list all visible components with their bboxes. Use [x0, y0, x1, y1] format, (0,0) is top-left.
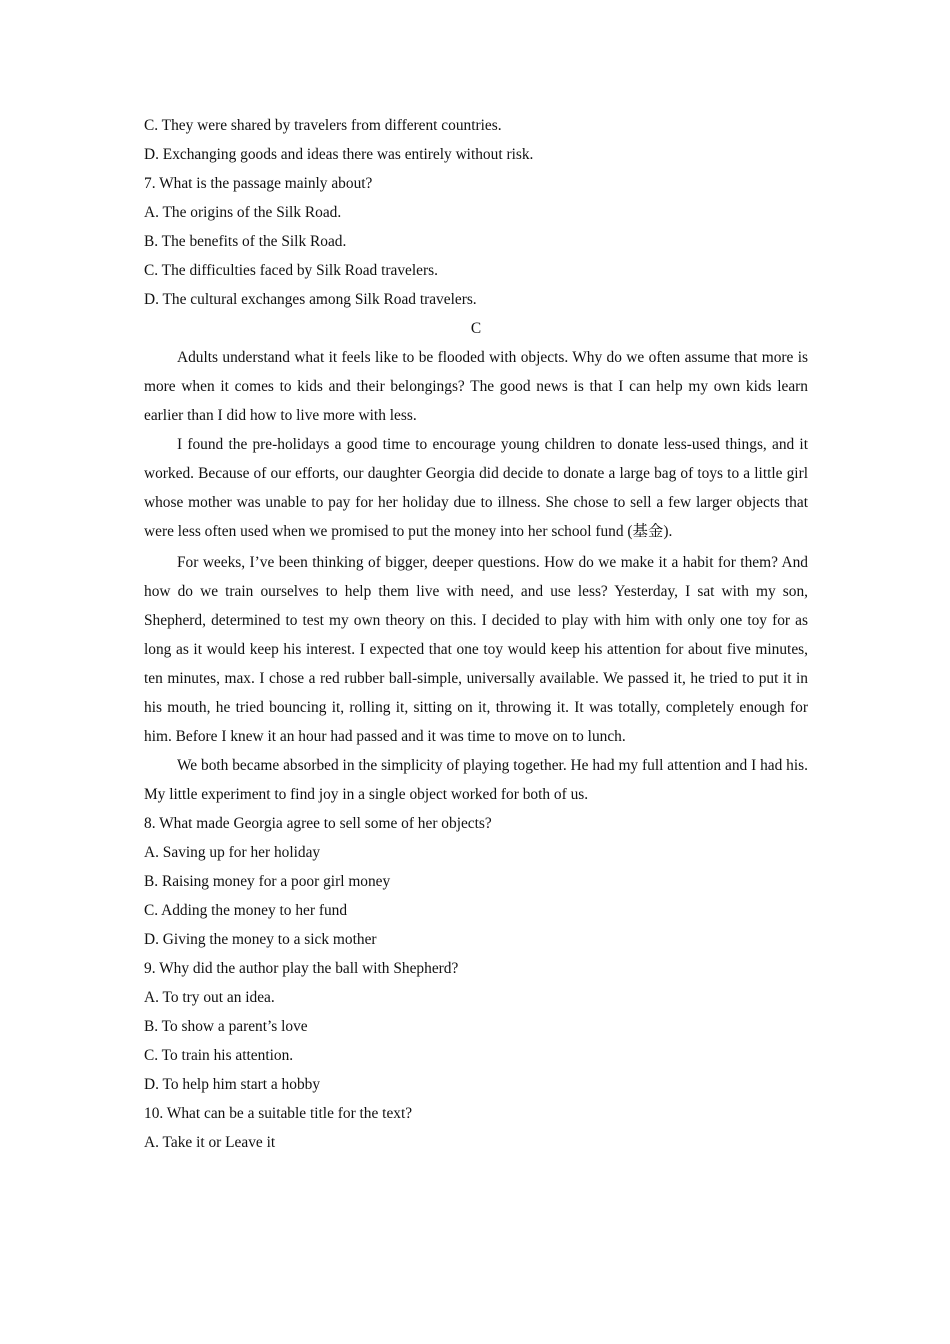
section-heading-c: C	[470, 320, 482, 337]
question-7	[144, 169, 808, 314]
option-8a: A. Saving up for her holiday	[144, 844, 321, 861]
question-9	[144, 954, 808, 1099]
question-9-text: 9. Why did the author play the ball with Shepherd?	[144, 960, 459, 977]
question-10	[144, 1099, 808, 1157]
option-9d: D. To help him start a hobby	[144, 1076, 321, 1093]
passage-paragraph-2: I found the pre-holidays a good time to encourage young children to donate less-used things, and it worked. Because of our efforts, our daughter Georgia did decide to donate a large bag of toys to a little girl whose mother was unable to pay for her holiday due to illness. She chose to sell a few larger objects that were less often used when we promised to put the money into her school fund (基金).	[144, 436, 808, 540]
passage-paragraph-3: For weeks, I’ve been thinking of bigger, deeper questions. How do we make it a habit for them? And how do we train ourselves to help them live with need, and use less? Yesterday, I sat with my son, Shepherd, determined to test my own theory on this. I decided to play with him with only one toy for as long as it would keep his interest. I expected that one toy would keep his attention for about five minutes, ten minutes, max. I chose a red rubber ball-simple, universally available. We passed it, he tried to put it in his mouth, he tried bouncing it, rolling it, sitting on it, throwing it. It was totally, completely enough for him. Before I knew it an hour had passed and it was time to move on to lunch.	[144, 554, 808, 745]
option-7d: D. The cultural exchanges among Silk Road travelers.	[144, 291, 477, 308]
option-9c: C. To train his attention.	[144, 1047, 294, 1064]
option-7a: A. The origins of the Silk Road.	[144, 204, 342, 221]
passage-paragraph-4: We both became absorbed in the simplicity of playing together. He had my full attention and I had his. My little experiment to find joy in a single object worked for both of us.	[144, 757, 808, 803]
option-9a: A. To try out an idea.	[144, 989, 275, 1006]
option-8b: B. Raising money for a poor girl money	[144, 873, 391, 890]
option-6d: D. Exchanging goods and ideas there was entirely without risk.	[144, 146, 534, 163]
question-10-text: 10. What can be a suitable title for the text?	[144, 1105, 413, 1122]
option-7c: C. The difficulties faced by Silk Road travelers.	[144, 262, 438, 279]
question-8-text: 8. What made Georgia agree to sell some of her objects?	[144, 815, 492, 832]
option-7b: B. The benefits of the Silk Road.	[144, 233, 347, 250]
document-body	[144, 111, 808, 1157]
question-8	[144, 809, 808, 954]
option-6c: C. They were shared by travelers from different countries.	[144, 117, 502, 134]
passage-c	[144, 314, 808, 809]
option-8c: C. Adding the money to her fund	[144, 902, 348, 919]
passage-paragraph-1: Adults understand what it feels like to be flooded with objects. Why do we often assume that more is more when it comes to kids and their belongings? The good news is that I can help my own kids learn earlier than I did how to live more with less.	[144, 349, 808, 424]
option-9b: B. To show a parent’s love	[144, 1018, 308, 1035]
question-6-options-tail	[144, 111, 808, 169]
option-10a: A. Take it or Leave it	[144, 1134, 276, 1151]
question-7-text: 7. What is the passage mainly about?	[144, 175, 373, 192]
option-8d: D. Giving the money to a sick mother	[144, 931, 377, 948]
